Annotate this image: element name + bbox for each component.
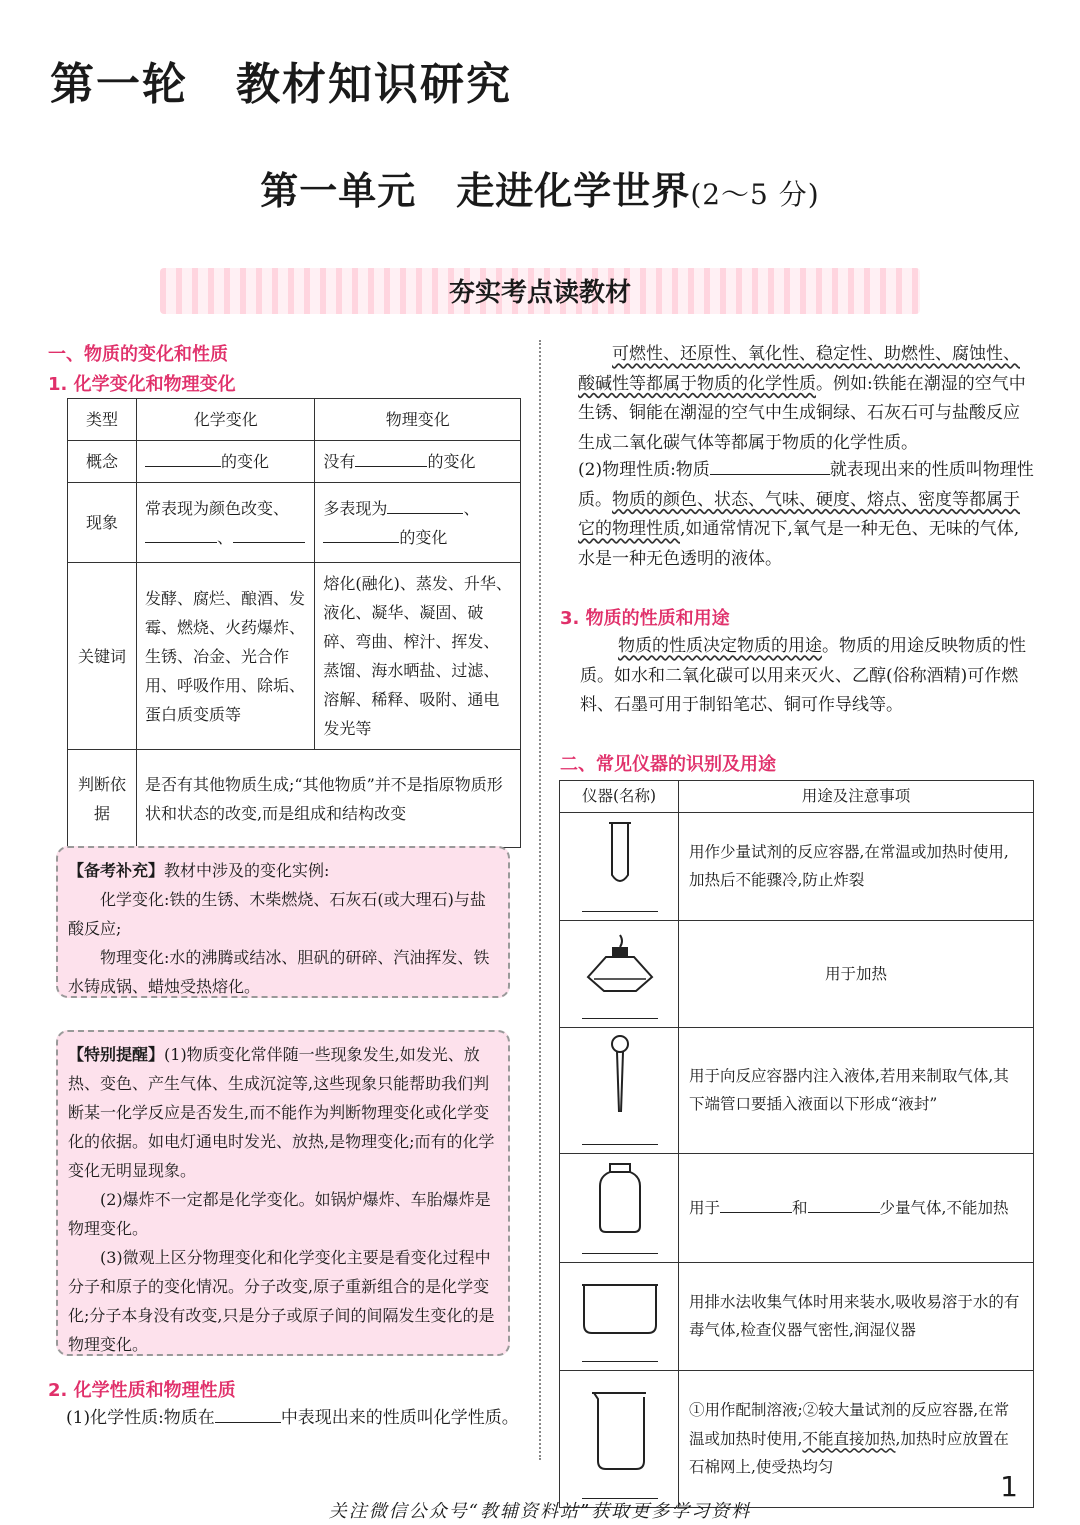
- gas-jar-icon: [560, 1154, 678, 1252]
- property-use: 物质的性质决定物质的用途。物质的用途反映物质的性质。如水和二氧化碳可以用来灭火、乙醇(俗称酒精)可作燃料、石墨可用于制铅笔芯、铜可作导线等。: [580, 636, 1026, 715]
- section1-title: 一、物质的变化和性质: [48, 344, 228, 365]
- header-phys: 物理变化: [315, 399, 521, 441]
- test-tube-icon: [560, 813, 678, 911]
- section2-title: 二、常见仪器的识别及用途: [560, 754, 776, 775]
- phys-prop: (2)物理性质:物质 就表现出来的性质叫物理性质。物质的颜色、状态、气味、硬度、熔点、密度等都属于它的物理性质,如通常情况下,氧气是一种无色、无味的气体,水是一种无色透明的液体。: [578, 456, 1034, 574]
- instrument-use: 用作少量试剂的反应容器,在常温或加热时使用,加热后不能骤冷,防止炸裂: [679, 812, 1034, 921]
- dropper-icon: [560, 1028, 678, 1144]
- unit-title: 第一单元 走进化学世界(2～5 分): [260, 168, 820, 213]
- concept-chem: 的变化: [137, 441, 315, 483]
- column-divider: [539, 340, 541, 1460]
- instrument-name-blank[interactable]: [582, 1253, 658, 1254]
- footer-note: 关注微信公众号“教辅资料站”获取更多学习资料: [328, 1501, 752, 1522]
- beaker-icon: [560, 1371, 678, 1497]
- blank[interactable]: [808, 1194, 880, 1213]
- instrument-use: 用于加热: [679, 921, 1034, 1028]
- phenom-phys: 多表现为 、 的变化: [315, 483, 521, 563]
- instrument-name-blank[interactable]: [582, 1361, 658, 1362]
- chem-prop-cont: 可燃性、还原性、氧化性、稳定性、助燃性、腐蚀性、酸碱性等都属于物质的化学性质。例如:铁能在潮湿的空气中生锈、铜能在潮湿的空气中生成铜绿、石灰石可与盐酸反应生成二氧化碳气体等都属于物质的化学性质。: [578, 344, 1026, 453]
- instrument-cell: [560, 921, 679, 1028]
- header-use: 用途及注意事项: [679, 781, 1034, 813]
- phenom-chem: 常表现为颜色改变、 、: [137, 483, 315, 563]
- instrument-name-blank[interactable]: [582, 911, 658, 912]
- blank[interactable]: [355, 448, 427, 467]
- instrument-cell: [560, 1262, 679, 1371]
- trough-icon: [560, 1263, 678, 1361]
- instrument-use: 用排水法收集气体时用来装水,吸收易溶于水的有毒气体,检查仪器气密性,润湿仪器: [679, 1262, 1034, 1371]
- section1-sub2: 2. 化学性质和物理性质: [48, 1380, 236, 1401]
- section1-sub1: 1. 化学变化和物理变化: [48, 374, 236, 395]
- alcohol-lamp-icon: [560, 921, 678, 1017]
- note-supplement: 【备考补充】教材中涉及的变化实例: 化学变化:铁的生锈、木柴燃烧、石灰石(或大理石)与盐酸反应; 物理变化:水的沸腾或结冰、胆矾的研碎、汽油挥发、铁水铸成锅、蜡烛受热熔化。: [56, 846, 510, 998]
- change-table: [67, 398, 521, 848]
- concept-phys: 没有 的变化: [315, 441, 521, 483]
- blank[interactable]: [710, 456, 830, 475]
- blank[interactable]: [323, 524, 399, 543]
- judge-label: 判断依据: [68, 750, 137, 848]
- note-supplement-head: 【备考补充】: [68, 861, 165, 880]
- note-reminder: 【特别提醒】(1)物质变化常伴随一些现象发生,如发光、放热、变色、产生气体、生成沉淀等,这些现象只能帮助我们判断某一化学反应是否发生,而不能作为判断物理变化或化学变化的依据。如电灯通电时发光、放热,是物理变化;而有的化学变化无明显现象。 (2)爆炸不一定都是化学变化。如锅炉爆炸、车胎爆炸是物理变化。 (3)微观上区分物理变化和化学变化主要是看变化过程中分子和原子的变化情况。分子改变,原子重新组合的是化学变化;分子本身没有改变,只是分子或原子间的间隔发生变化的是物理变化。: [56, 1030, 510, 1356]
- instrument-table: [559, 780, 1034, 1508]
- keyword-label: 关键词: [68, 563, 137, 750]
- instrument-cell: [560, 812, 679, 921]
- section1-sub3: 3. 物质的性质和用途: [560, 608, 730, 629]
- judge-text: 是否有其他物质生成;“其他物质”并不是指原物质形状和状态的改变,而是组成和结构改变: [137, 750, 521, 848]
- instrument-use: 用于 和 少量气体,不能加热: [679, 1154, 1034, 1263]
- phenom-label: 现象: [68, 483, 137, 563]
- header-type: 类型: [68, 399, 137, 441]
- header-chem: 化学变化: [137, 399, 315, 441]
- instrument-cell: [560, 1154, 679, 1263]
- blank[interactable]: [215, 1404, 281, 1423]
- note-reminder-head: 【特别提醒】: [68, 1045, 165, 1064]
- blank[interactable]: [720, 1194, 792, 1213]
- instrument-name-blank[interactable]: [582, 1018, 658, 1019]
- blank[interactable]: [233, 524, 305, 543]
- banner-title: 夯实考点读教材: [448, 278, 631, 308]
- blank[interactable]: [145, 448, 221, 467]
- instrument-cell: [560, 1027, 679, 1154]
- chem-prop-left: (1)化学性质:物质在 中表现出来的性质叫化学性质。: [66, 1404, 524, 1434]
- header-instrument: 仪器(名称): [560, 781, 679, 813]
- keyword-phys: 熔化(融化)、蒸发、升华、液化、凝华、凝固、破碎、弯曲、榨汁、挥发、蒸馏、海水晒盐、过滤、溶解、稀释、吸附、通电发光等: [315, 563, 521, 750]
- instrument-name-blank[interactable]: [582, 1144, 658, 1145]
- blank[interactable]: [387, 495, 463, 514]
- concept-label: 概念: [68, 441, 137, 483]
- page-number: 1: [1000, 1470, 1018, 1503]
- instrument-use: 用于向反应容器内注入液体,若用来制取气体,其下端管口要插入液面以下形成“液封”: [679, 1027, 1034, 1154]
- instrument-use: ①用作配制溶液;②较大量试剂的反应容器,在常温或加热时使用,不能直接加热,加热时应放置在石棉网上,使受热均匀: [679, 1371, 1034, 1508]
- instrument-cell: [560, 1371, 679, 1508]
- round-title: 第一轮 教材知识研究: [50, 59, 512, 110]
- unit-score: (2～5 分): [690, 178, 820, 211]
- blank[interactable]: [145, 524, 217, 543]
- keyword-chem: 发酵、腐烂、酿酒、发霉、燃烧、火药爆炸、生锈、冶金、光合作用、呼吸作用、除垢、蛋白质变质等: [137, 563, 315, 750]
